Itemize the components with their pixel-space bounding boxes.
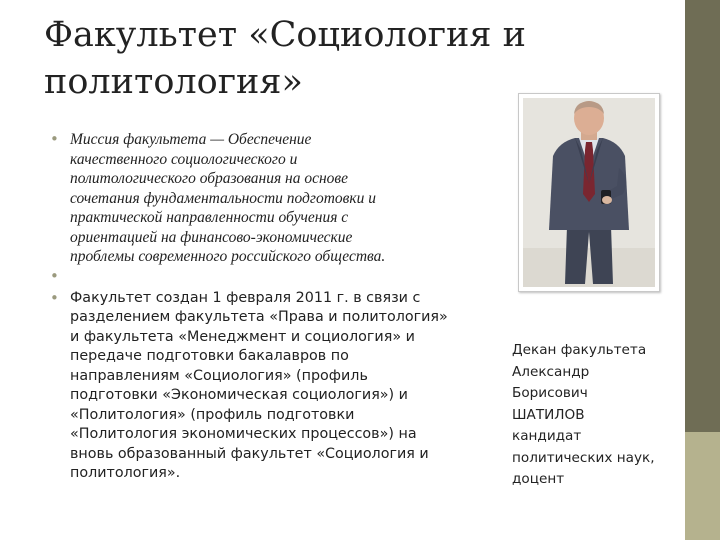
dean-surname: ШАТИЛОВ	[512, 406, 585, 423]
bullet-dot: •	[50, 288, 59, 307]
history-line: подготовки «Экономическая социология») и	[70, 387, 408, 403]
slide-title	[44, 12, 644, 106]
bullet-dot: •	[50, 130, 59, 148]
mission-line: качественного социологического и	[70, 150, 298, 168]
bullet-mission	[50, 130, 500, 267]
bullet-mission-text	[70, 130, 500, 267]
history-line: политология».	[70, 465, 181, 481]
dean-rank: доцент	[512, 471, 565, 487]
history-line: и факультета «Менеджмент и социология» и	[70, 328, 415, 345]
mission-line: ориентацией на финансово-экономические	[70, 228, 353, 246]
slide-title-line-1: Факультет «Социология и	[44, 15, 526, 55]
dean-photo-frame	[518, 93, 660, 292]
dean-portrait-photo	[523, 98, 655, 287]
history-line: вновь образованный факультет «Социология и	[70, 445, 429, 462]
dean-degree-line-1: кандидат	[512, 428, 582, 444]
mission-line: проблемы современного российского общества.	[70, 248, 386, 265]
dean-patronymic: Борисович	[512, 385, 588, 401]
bullet-history-text	[70, 289, 500, 484]
history-line: передаче подготовки бакалавров по	[70, 348, 349, 364]
bullet-list	[50, 130, 500, 484]
history-line: направлениям «Социология» (профиль	[70, 367, 368, 384]
dean-first-name: Александр	[512, 363, 590, 380]
bullet-dot: •	[50, 266, 59, 285]
bullet-history	[50, 289, 500, 484]
mission-line: практической направленности обучения с	[70, 209, 349, 226]
mission-line: Миссия факультета — Обеспечение	[70, 131, 312, 148]
history-line: «Политология экономических процессов») на	[70, 426, 417, 442]
history-line: «Политология» (профиль подготовки	[70, 406, 355, 423]
dean-degree-line-2: политических наук,	[512, 449, 655, 466]
dean-portrait-illustration	[523, 98, 655, 287]
bullet-empty	[50, 267, 500, 289]
history-line: разделением факультета «Права и политология»	[70, 309, 448, 325]
dean-role: Декан факультета	[512, 342, 647, 358]
mission-line: сочетания фундаментальности подготовки и	[70, 189, 376, 207]
decorative-side-bar-lower	[685, 432, 720, 540]
dean-caption	[512, 340, 682, 491]
slide-title-line-2: политология»	[44, 62, 303, 102]
mission-line: политологического образования на основе	[70, 170, 349, 187]
history-line: Факультет создан 1 февраля 2011 г. в связи с	[70, 289, 421, 306]
